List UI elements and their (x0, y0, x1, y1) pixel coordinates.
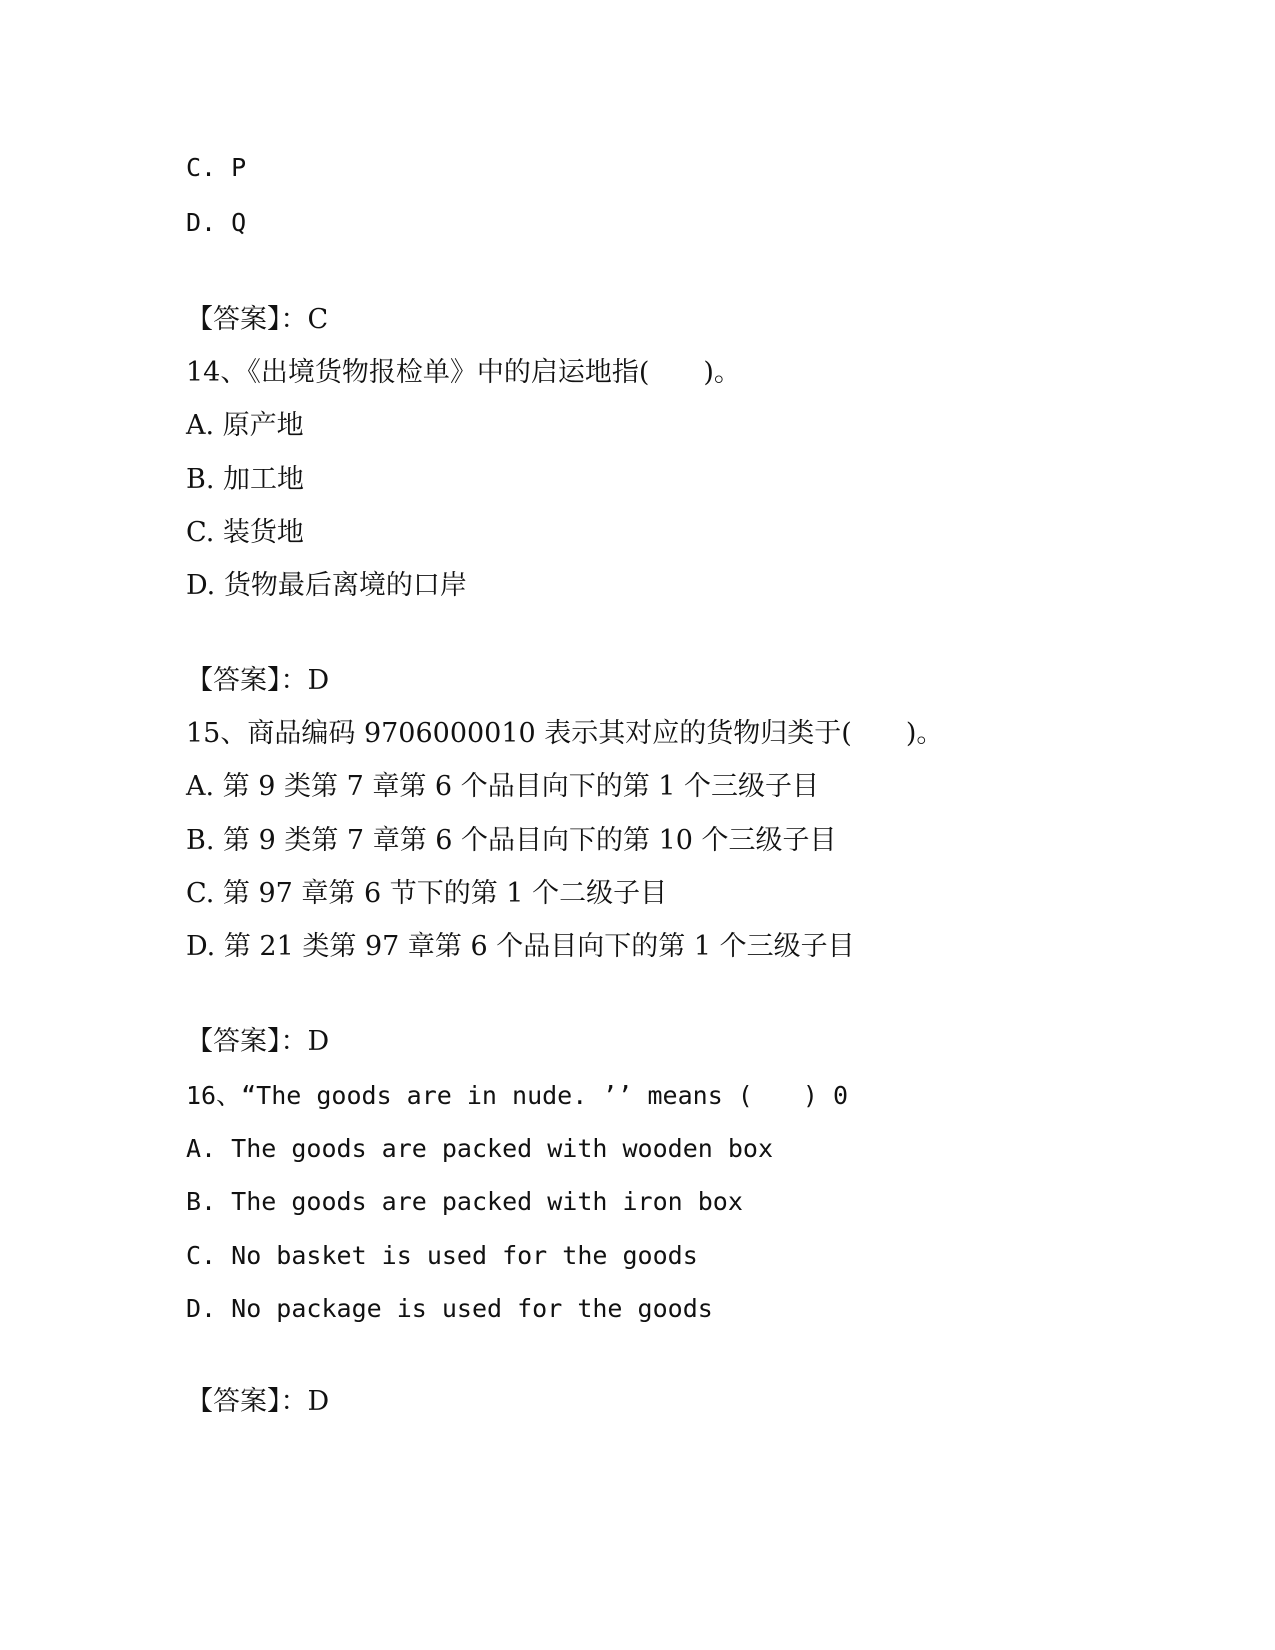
q16-option-c: C. No basket is used for the goods (186, 1241, 698, 1270)
q13-answer: 【答案】：C (186, 304, 329, 335)
q15-option-d: D. 第 21 类第 97 章第 6 个品目向下的第 1 个三级子目 (186, 931, 855, 962)
q14-option-b: B. 加工地 (186, 464, 305, 495)
q16-option-d: D. No package is used for the goods (186, 1294, 713, 1323)
q16-option-a: A. The goods are packed with wooden box (186, 1134, 773, 1163)
q15-option-a: A. 第 9 类第 7 章第 6 个品目向下的第 1 个三级子目 (186, 771, 820, 802)
q15-question: 15、商品编码 9706000010 表示其对应的货物归类于( )。 (186, 718, 944, 749)
q16-answer: 【答案】：D (186, 1386, 330, 1417)
q14-answer: 【答案】：D (186, 665, 330, 696)
q13-option-d: D. Q (186, 208, 247, 237)
q14-question: 14、《出境货物报检单》中的启运地指( )。 (186, 357, 741, 388)
q15-option-c: C. 第 97 章第 6 节下的第 1 个二级子目 (186, 878, 668, 909)
q14-option-d: D. 货物最后离境的口岸 (186, 570, 467, 601)
q15-option-b: B. 第 9 类第 7 章第 6 个品目向下的第 10 个三级子目 (186, 825, 837, 856)
q13-option-c: C. P (186, 153, 247, 182)
q14-option-a: A. 原产地 (186, 410, 304, 441)
q16-option-b: B. The goods are packed with iron box (186, 1187, 743, 1216)
q14-option-c: C. 装货地 (186, 517, 304, 548)
q16-question: 16、“The goods are in nude. ’’ means ( ) 0 (186, 1081, 848, 1110)
q15-answer: 【答案】：D (186, 1026, 330, 1057)
